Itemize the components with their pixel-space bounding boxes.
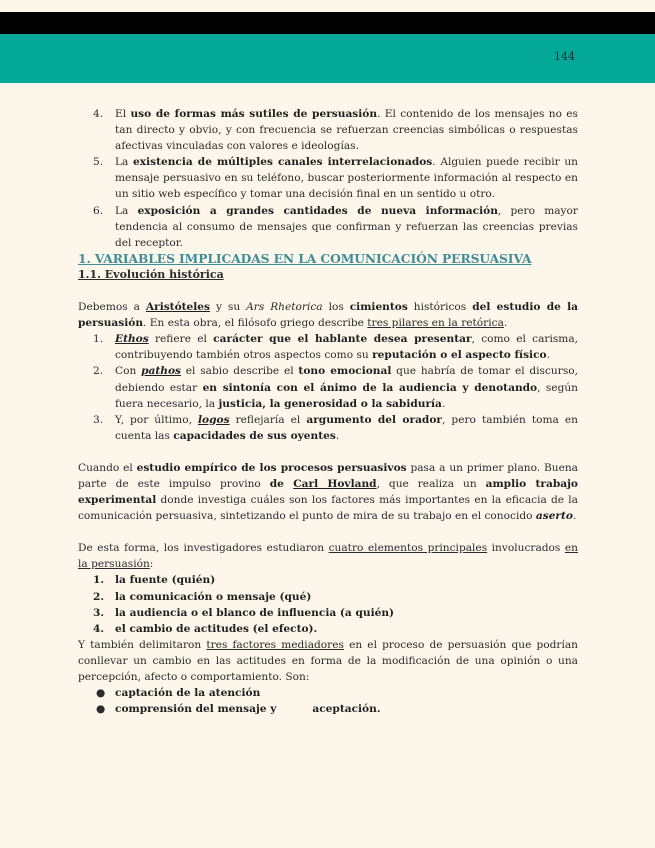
list-item: 5. La existencia de múltiples canales interrelacionados. Alguien puede recibir un mensaje persuasivo en su teléfono, buscar posteriormente información al respecto en un sitio web específico y tomar una decisión final en un sentido u otro. xyxy=(93,156,579,201)
paragraph-factors: Y también delimitaron tres factores mediadores en el proceso de persuasión que podrían conllevar un cambio en las actitudes en forma de la modificación de una opinión o una percepción, afecto o comportamiento. Son: xyxy=(78,638,579,683)
list-item: ● captación de la atención xyxy=(96,687,261,700)
list-item: 4. El uso de formas más sutiles de persuasión. El contenido de los mensajes no es tan directo y obvio, y con frecuencia se refuerzan creencias simbólicas o respuestas afectivas vinculadas con valores e ideologías. xyxy=(93,108,578,153)
list-item: 2. Con pathos el sabio describe el tono emocional que habría de tomar el discurso, debiendo estar en sintonía con el ánimo de la audiencia y denotando, según fuera necesario, la justicia, la generosidad o la sabiduría. xyxy=(93,365,578,410)
list-item: 1. Ethos refiere el carácter que el hablante desea presentar, como el carisma, contribuyendo también otros aspectos como su reputación o el aspecto físico. xyxy=(93,333,578,362)
list-item: 3. la audiencia o el blanco de influencia (a quién) xyxy=(93,606,395,619)
paragraph-elements: De esta forma, los investigadores estudiaron cuatro elementos principales involucrados en la persuasión: xyxy=(78,542,578,571)
pillars-list xyxy=(78,331,578,444)
list-item: 2. la comunicación o mensaje (qué) xyxy=(93,590,312,603)
paragraph-aristoteles: Debemos a Aristóteles y su Ars Rhetorica los cimientos históricos del estudio de la persuasión. En esta obra, el filósofo griego describe tres pilares en la retórica. xyxy=(78,301,578,330)
factors-list xyxy=(78,685,578,717)
page-number: 144 xyxy=(554,50,575,63)
list-item: ● comprensión del mensaje y aceptación. xyxy=(96,703,381,716)
list-item: 1. la fuente (quién) xyxy=(93,574,216,587)
section-heading: 1. VARIABLES IMPLICADAS EN LA COMUNICACIÓN PERSUASIVA xyxy=(78,250,532,266)
list-item: 3. Y, por último, logos reflejaría el argumento del orador, pero también toma en cuenta las capacidades de sus oyentes. xyxy=(93,413,578,442)
list-item: 4. el cambio de actitudes (el efecto). xyxy=(93,622,318,635)
intro-list xyxy=(78,106,578,251)
subsection-heading: 1.1. Evolución histórica xyxy=(78,267,224,281)
page-content xyxy=(78,106,578,717)
top-black-bar xyxy=(0,12,655,34)
paragraph-hovland: Cuando el estudio empírico de los procesos persuasivos pasa a un primer plano. Buena parte de este impulso provino de Carl Hovland, que realiza un amplio trabajo experimental donde investiga cuáles son los factores más importantes en la eficacia de la comunicación persuasiva, sintetizando el punto de mira de su trabajo en el conocido aserto. xyxy=(78,461,578,523)
list-item: 6. La exposición a grandes cantidades de nueva información, pero mayor tendencia al consumo de mensajes que confirman y refuerzan las creencias previas del receptor. xyxy=(93,204,578,249)
elements-list xyxy=(78,572,578,636)
